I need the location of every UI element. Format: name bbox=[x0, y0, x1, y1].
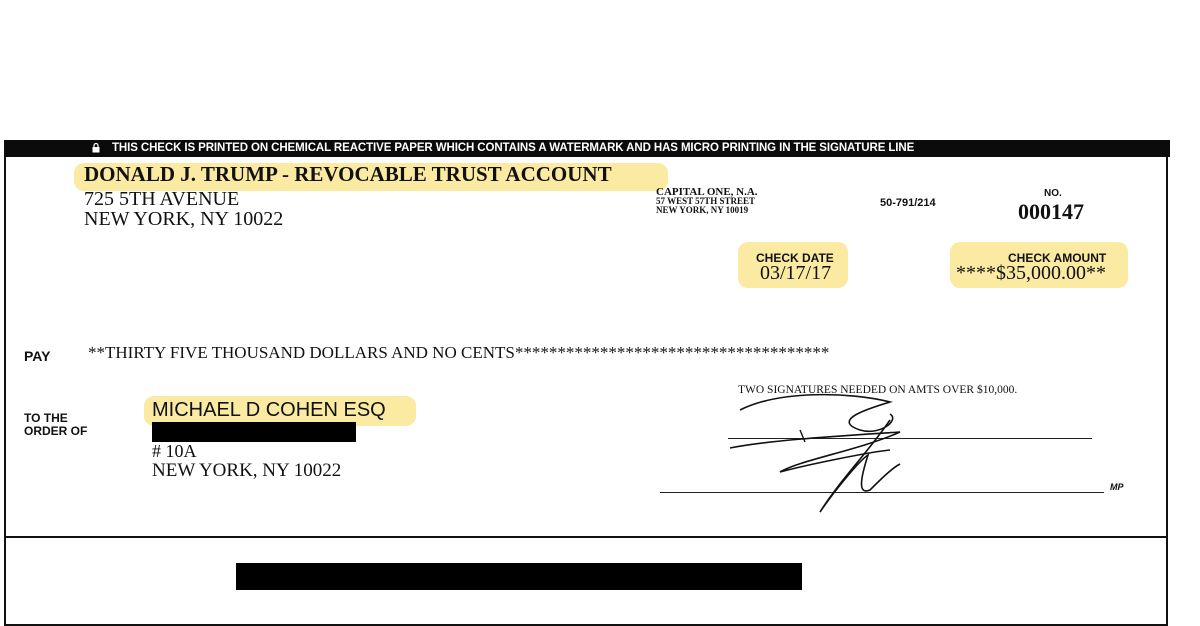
bank-address-line2: NEW YORK, NY 10019 bbox=[656, 205, 749, 215]
security-banner bbox=[4, 140, 1170, 157]
payer-address-line1: 725 5TH AVENUE bbox=[84, 188, 240, 210]
stub-redaction-box bbox=[236, 563, 802, 590]
bank-name: CAPITAL ONE, N.A. bbox=[656, 186, 758, 198]
payer-name: DONALD J. TRUMP - REVOCABLE TRUST ACCOUNT bbox=[84, 162, 612, 186]
payee-redaction-box bbox=[152, 422, 356, 442]
payee-address-line2: NEW YORK, NY 10022 bbox=[152, 460, 342, 481]
payee-address-line1: # 10A bbox=[152, 441, 197, 461]
bank-address-line1: 57 WEST 57TH STREET bbox=[656, 196, 755, 206]
check-amount: ****$35,000.00** bbox=[956, 262, 1106, 284]
banner-text: THIS CHECK IS PRINTED ON CHEMICAL REACTIVE PAPER WHICH CONTAINS A WATERMARK AND HAS MICRO PRINTING IN THE SIGNATURE LINE bbox=[112, 142, 915, 154]
signature-note: TWO SIGNATURES NEEDED ON AMTS OVER $10,000. bbox=[738, 384, 1018, 396]
signature-scribble bbox=[720, 380, 960, 520]
check-number: 000147 bbox=[1018, 199, 1084, 224]
routing-number: 50-791/214 bbox=[880, 197, 936, 209]
mp-mark: MP bbox=[1110, 482, 1124, 492]
payer-address-line2: NEW YORK, NY 10022 bbox=[84, 208, 284, 230]
check-amount-label: CHECK AMOUNT bbox=[1008, 251, 1107, 265]
payee-label-line2: ORDER OF bbox=[24, 424, 88, 438]
lock-icon bbox=[92, 143, 100, 153]
check-number-label: NO. bbox=[1044, 188, 1062, 199]
check-date-label: CHECK DATE bbox=[756, 251, 834, 265]
check-date: 03/17/17 bbox=[760, 262, 832, 284]
payee-name: MICHAEL D COHEN ESQ bbox=[152, 399, 386, 421]
pay-label: PAY bbox=[24, 348, 51, 364]
payee-label-line1: TO THE bbox=[24, 411, 68, 425]
pay-amount-words: **THIRTY FIVE THOUSAND DOLLARS AND NO CENTS************************************* bbox=[88, 343, 830, 362]
